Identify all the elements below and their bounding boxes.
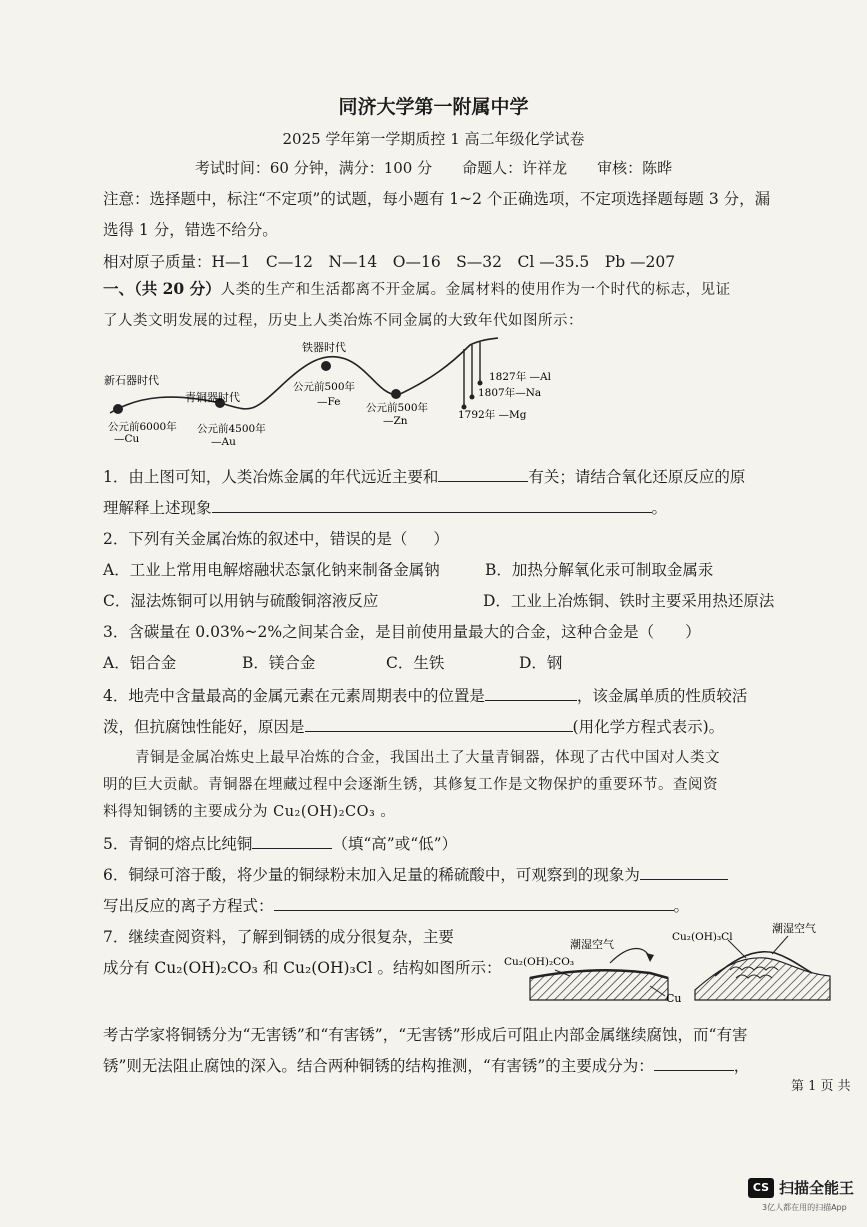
al-label: 1827年 —Al <box>489 371 552 383</box>
cu-marker <box>113 404 123 414</box>
cu-year-label: 公元前6000年 <box>108 421 177 433</box>
q6-end: 。 <box>673 897 690 915</box>
q7-answer-blank[interactable] <box>654 1069 734 1071</box>
page-number: 第 1 页 共 <box>791 1079 851 1094</box>
q2-option-d[interactable]: D．工业上冶炼铜、铁时主要采用热还原法 <box>483 592 775 610</box>
passage-line-2: 明的巨大贡献。青铜器在埋藏过程中会逐渐生锈，其修复工作是文物保护的重要环节。查阅资 <box>103 777 718 793</box>
zn-marker <box>391 389 401 399</box>
q7-end: ， <box>733 1057 750 1075</box>
q4-text-a: 4．地壳中含量最高的金属元素在元素周期表中的位置是 <box>103 687 485 705</box>
q7-text-d: 锈”则无法阻止腐蚀的深入。结合两种铜锈的结构推测，“有害锈”的主要成分为： <box>103 1057 654 1075</box>
q6-text-a: 6．铜绿可溶于酸，将少量的铜绿粉末加入足量的稀硫酸中，可观察到的现象为 <box>103 866 640 884</box>
q5-text-a: 5．青铜的熔点比纯铜 <box>103 835 253 853</box>
cu-base-label: Cu <box>666 992 682 1005</box>
exam-info: 考试时间：60 分钟，满分：100 分 命题人：许祥龙 审核：陈晔 <box>194 159 673 177</box>
atomic-mass: 相对原子质量：H—1 C—12 N—14 O—16 S—32 Cl —35.5 Pb —207 <box>103 253 676 271</box>
notice-line-2: 选得 1 分，错选不给分。 <box>103 221 278 239</box>
q3-option-c[interactable]: C．生铁 <box>386 654 445 672</box>
q1-text-c: 理解释上述现象 <box>103 499 212 517</box>
stone-age-label: 新石器时代 <box>104 374 159 387</box>
section-intro-2: 了人类文明发展的过程，历史上人类冶炼不同金属的大致年代如图所示： <box>103 313 583 329</box>
zn-year-label: 公元前500年 <box>366 402 429 414</box>
passage-line-3: 料得知铜锈的主要成分为 Cu₂(OH)₂CO₃ 。 <box>103 804 396 820</box>
cu-label: —Cu <box>114 433 140 445</box>
zn-label: —Zn <box>383 415 408 427</box>
rust-structure-figure <box>500 918 840 1008</box>
q6-answer-blank-2[interactable] <box>274 909 674 911</box>
q4-answer-blank-2[interactable] <box>305 730 573 732</box>
section-heading: 一、（共 20 分） <box>103 279 221 298</box>
q1-end: 。 <box>651 499 668 517</box>
section-intro-1: 人类的生产和生活都离不开金属。金属材料的使用作为一个时代的标志，见证 <box>220 282 731 298</box>
au-label: —Au <box>211 436 236 448</box>
q3-option-d[interactable]: D．钢 <box>519 654 563 672</box>
left-air-label: 潮湿空气 <box>570 938 614 951</box>
exam-title: 2025 学年第一学期质控 1 高二年级化学试卷 <box>282 130 585 148</box>
q3-option-b[interactable]: B．镁合金 <box>242 654 316 672</box>
q2-option-b[interactable]: B．加热分解氧化汞可制取金属汞 <box>485 561 714 579</box>
q3-stem: 3．含碳量在 0.03%~2%之间某合金，是目前使用量最大的合金，这种合金是（ ） <box>103 623 701 641</box>
q6-answer-blank-1[interactable] <box>640 878 728 880</box>
fe-marker <box>321 361 331 371</box>
q2-option-a[interactable]: A．工业上常用电解熔融状态氯化钠来制备金属钠 <box>103 561 440 579</box>
right-rust-label: Cu₂(OH)₃Cl <box>672 931 733 943</box>
q1-answer-blank-2[interactable] <box>212 511 652 513</box>
bronze-age-label: 青铜器时代 <box>185 391 240 404</box>
q2-stem: 2．下列有关金属冶炼的叙述中，错误的是（ <box>103 530 408 548</box>
q7-text-b: 成分有 Cu₂(OH)₂CO₃ 和 Cu₂(OH)₃Cl 。结构如图所示： <box>103 959 502 977</box>
notice-line-1: 注意：选择题中，标注“不定项”的试题，每小题有 1~2 个正确选项，不定项选择题每题 3 分，漏 <box>103 190 771 208</box>
passage-line-1: 青铜是金属冶炼史上最早冶炼的合金，我国出土了大量青铜器，体现了古代中国对人类文 <box>135 750 720 766</box>
q3-option-a[interactable]: A．铝合金 <box>103 654 177 672</box>
q1-answer-blank-1[interactable] <box>438 480 528 482</box>
mg-label: 1792年 —Mg <box>458 409 527 421</box>
q4-text-d: (用化学方程式表示)。 <box>572 718 725 736</box>
na-label: 1807年—Na <box>478 387 542 399</box>
q2-option-c[interactable]: C．湿法炼铜可以用钠与硫酸铜溶液反应 <box>103 592 379 610</box>
q5-answer-blank[interactable] <box>252 847 332 849</box>
q2-close: ） <box>433 530 449 548</box>
metal-timeline-figure <box>100 335 600 450</box>
q4-text-b: ，该金属单质的性质较活 <box>576 687 748 705</box>
q1-text-b: 有关；请结合氧化还原反应的原 <box>528 468 746 486</box>
q6-text-b: 写出反应的离子方程式： <box>103 897 274 915</box>
scanner-logo-icon: CS <box>748 1178 774 1198</box>
iron-age-label: 铁器时代 <box>302 341 346 354</box>
q2-answer-blank[interactable] <box>407 530 433 548</box>
q4-answer-blank-1[interactable] <box>485 699 577 701</box>
q4-text-c: 泼，但抗腐蚀性能好，原因是 <box>103 718 305 736</box>
right-air-label: 潮湿空气 <box>772 922 816 935</box>
q7-text-a: 7．继续查阅资料，了解到铜锈的成分很复杂，主要 <box>103 928 454 946</box>
q7-text-c: 考古学家将铜锈分为“无害锈”和“有害锈”，“无害锈”形成后可阻止内部金属继续腐蚀，而“有害 <box>103 1026 748 1044</box>
q1-text-a: 1．由上图可知，人类冶炼金属的年代远近主要和 <box>103 468 439 486</box>
scanner-tagline: 3亿人都在用的扫描App <box>762 1203 847 1212</box>
fe-year-label: 公元前500年 <box>293 381 356 393</box>
fe-label: —Fe <box>317 396 341 408</box>
left-rust-label: Cu₂(OH)₂CO₃ <box>504 956 575 968</box>
school-name: 同济大学第一附属中学 <box>338 96 529 118</box>
q5-text-b: （填“高”或“低”） <box>332 835 458 853</box>
scanner-name: 扫描全能王 <box>779 1179 855 1197</box>
au-year-label: 公元前4500年 <box>197 423 266 435</box>
